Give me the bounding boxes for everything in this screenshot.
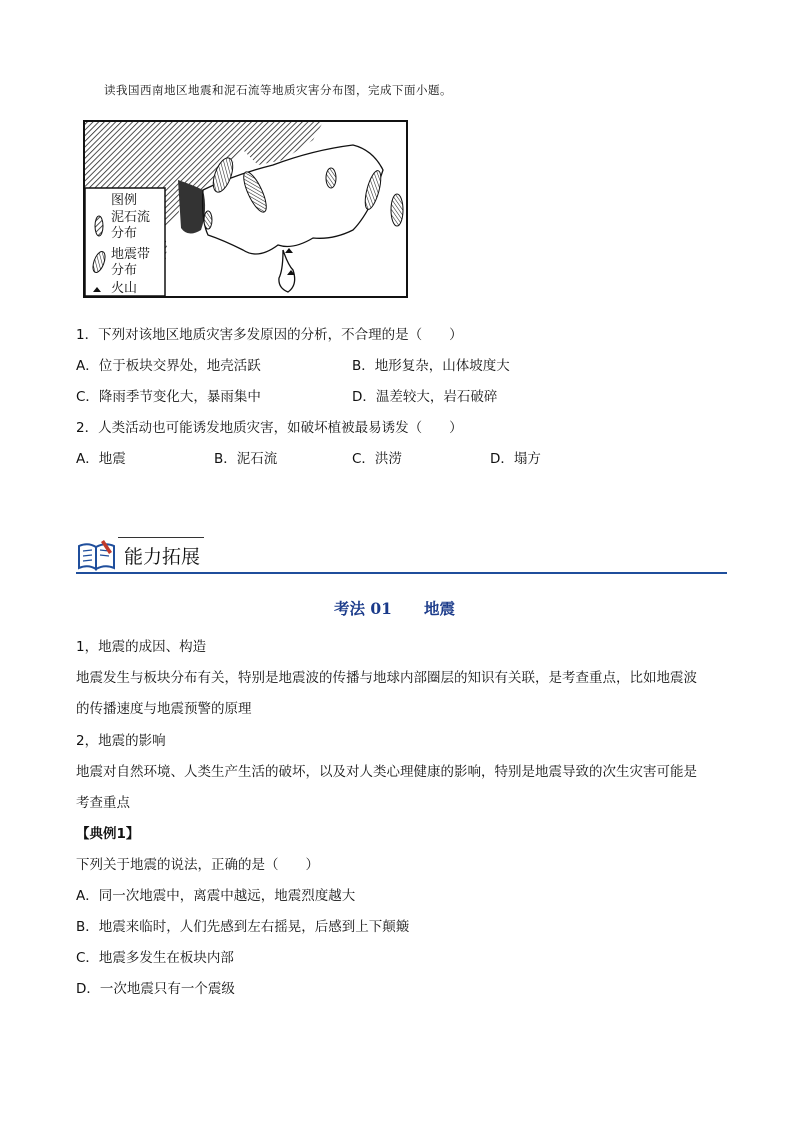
book-icon xyxy=(76,538,118,572)
q2-option-d: D．塌方 xyxy=(490,451,541,467)
example-label: 【典例1】 xyxy=(76,826,140,842)
legend-volcano-label: 火山 xyxy=(111,281,138,296)
q1-option-d: D．温差较大，岩石破碎 xyxy=(352,389,498,405)
legend-quake-line2: 分布 xyxy=(111,263,138,278)
example-option-a: A．同一次地震中，离震中越远，地震烈度越大 xyxy=(76,888,356,904)
q1-option-c: C．降雨季节变化大，暴雨集中 xyxy=(76,389,261,405)
section-rule xyxy=(76,572,727,574)
point1-line1: 地震发生与板块分布有关，特别是地震波的传播与地球内部圈层的知识有关联，是考查重点，比如地震波 xyxy=(76,670,697,686)
quake-belt-5 xyxy=(391,194,403,226)
point1-line2: 的传播速度与地震预警的原理 xyxy=(76,701,252,717)
legend-debris-line1: 泥石流 xyxy=(111,210,151,225)
example-option-c: C．地震多发生在板块内部 xyxy=(76,950,234,966)
point2-line2: 考查重点 xyxy=(76,795,130,811)
point2-heading: 2，地震的影响 xyxy=(76,733,166,749)
example-stem: 下列关于地震的说法，正确的是（ ） xyxy=(76,857,319,873)
q1-option-a: A．位于板块交界处，地壳活跃 xyxy=(76,358,261,374)
legend-debris-swatch xyxy=(95,216,103,236)
point1-heading: 1，地震的成因、构造 xyxy=(76,639,207,655)
q2-stem: 2．人类活动也可能诱发地质灾害，如破坏植被最易诱发（ ） xyxy=(76,420,463,436)
intro-text: 读我国西南地区地震和泥石流等地质灾害分布图，完成下面小题。 xyxy=(104,83,452,97)
q2-option-c: C．洪涝 xyxy=(352,451,402,467)
section-title: 能力拓展 xyxy=(124,546,201,568)
q1-stem: 1．下列对该地区地质灾害多发原因的分析，不合理的是（ ） xyxy=(76,327,463,343)
kaofa-name: 地震 xyxy=(424,599,456,618)
point2-line1: 地震对自然环境、人类生产生活的破坏，以及对人类心理健康的影响，特别是地震导致的次生灾害可能是 xyxy=(76,764,697,780)
q1-option-b: B．地形复杂，山体坡度大 xyxy=(352,358,510,374)
q2-option-a: A．地震 xyxy=(76,451,126,467)
disaster-distribution-map xyxy=(83,120,408,298)
legend-debris-line2: 分布 xyxy=(111,226,138,241)
example-option-b: B．地震来临时，人们先感到左右摇晃，后感到上下颠簸 xyxy=(76,919,410,935)
kaofa-number: 考法 01 xyxy=(334,599,392,618)
legend-quake-line1: 地震带 xyxy=(111,247,151,262)
legend-title: 图例 xyxy=(111,193,138,208)
q2-option-b: B．泥石流 xyxy=(214,451,278,467)
quake-belt-3 xyxy=(326,168,336,188)
section-top-line xyxy=(118,537,204,538)
quake-belt-6 xyxy=(204,211,212,229)
example-option-d: D．一次地震只有一个震级 xyxy=(76,981,235,997)
